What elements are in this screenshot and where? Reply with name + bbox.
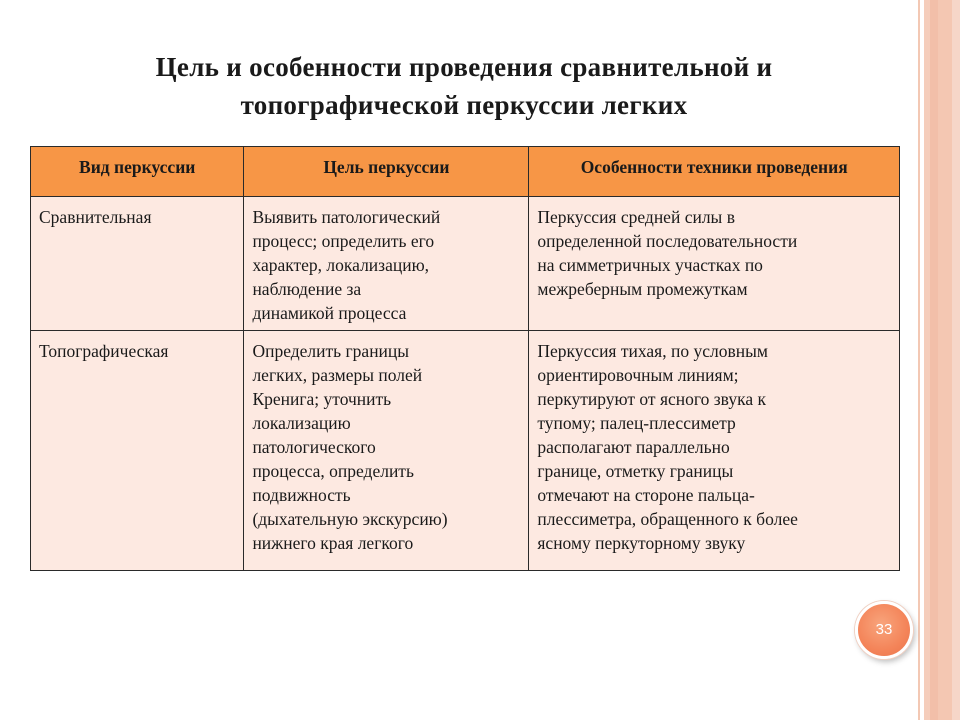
slide-title-line-2: топографической перкуссии легких <box>240 90 688 120</box>
cell-type: Сравнительная <box>31 197 244 331</box>
cell-goal: Выявить патологический процесс; определить его характер, локализацию, наблюдение за динамикой процесса <box>244 197 529 331</box>
percussion-table <box>30 146 900 571</box>
table-row <box>31 331 900 571</box>
cell-goal: Определить границы легких, размеры полей Кренига; уточнить локализацию патологического процесса, определить подвижность (дыхательную экскурсию) нижнего края легкого <box>244 331 529 571</box>
cell-technique: Перкуссия средней силы в определенной последовательности на симметричных участках по межреберным промежуткам <box>529 197 900 331</box>
table-header-row <box>31 147 900 197</box>
cell-type: Топографическая <box>31 331 244 571</box>
decor-stripe <box>938 0 952 720</box>
header-technique-features: Особенности техники проведения <box>529 147 900 197</box>
header-percussion-goal: Цель перкуссии <box>244 147 529 197</box>
page-number-badge <box>855 601 913 659</box>
slide-title-line-1: Цель и особенности проведения сравнительной и <box>155 52 773 82</box>
page-number: 33 <box>875 621 893 638</box>
header-percussion-type: Вид перкуссии <box>31 147 244 197</box>
slide-title <box>20 48 908 124</box>
table-row <box>31 197 900 331</box>
decor-stripe <box>930 0 938 720</box>
decor-stripe <box>952 0 960 720</box>
cell-technique: Перкуссия тихая, по условным ориентировочным линиям; перкутируют от ясного звука к тупому; палец-плессиметр располагают параллельно границе, отметку границы отмечают на стороне пальца- плессиметра, обращенного к более ясному перкуторному звуку <box>529 331 900 571</box>
decor-stripe <box>918 0 920 720</box>
